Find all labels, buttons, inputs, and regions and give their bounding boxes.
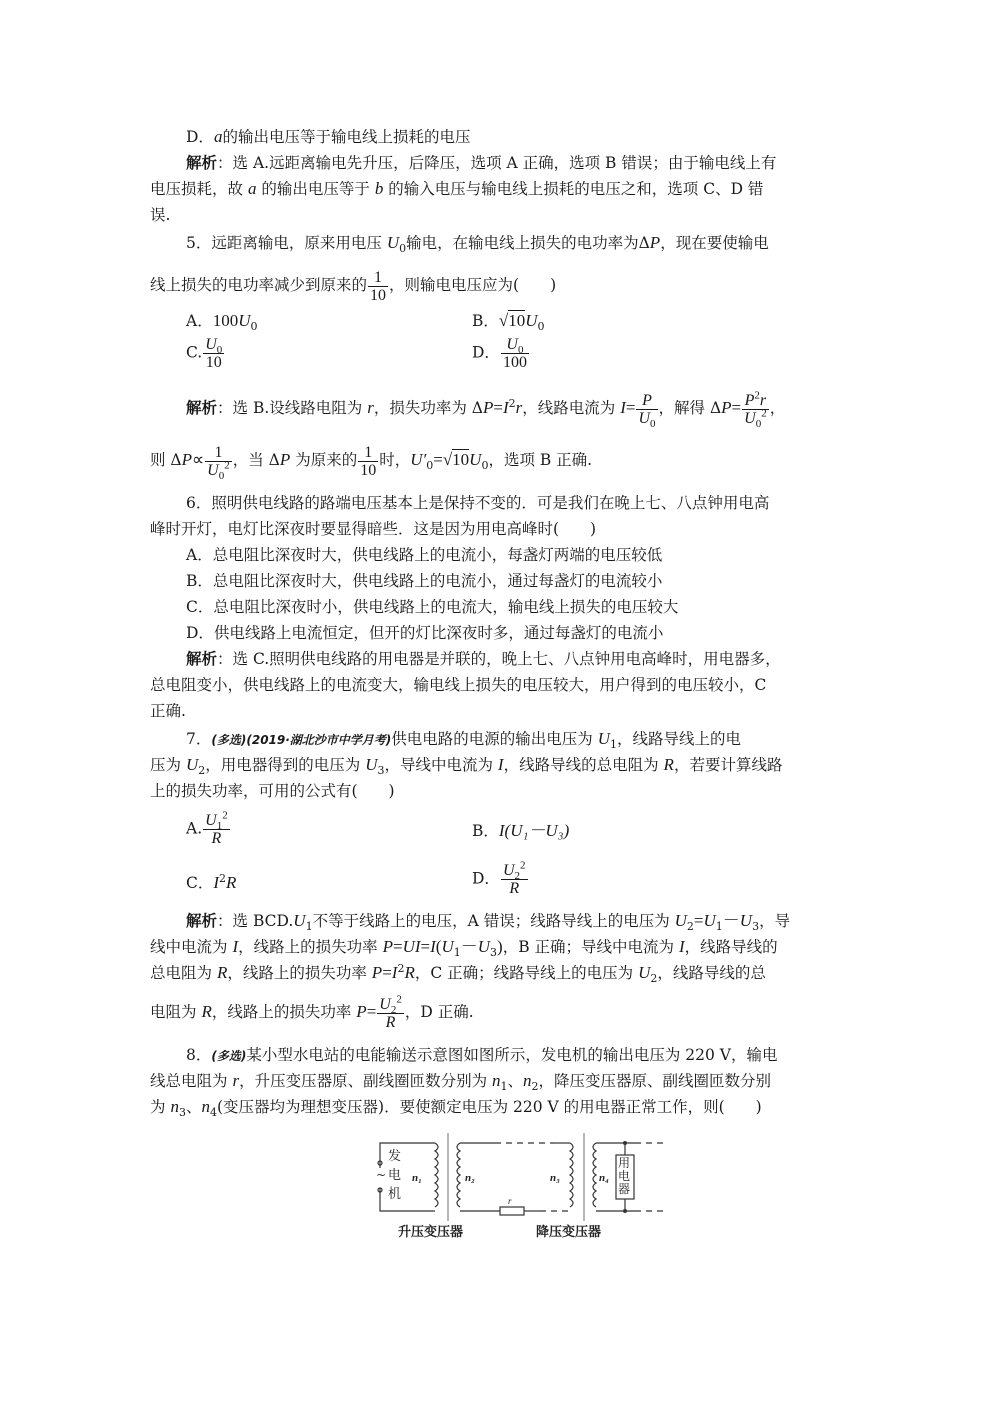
radicand: 10 xyxy=(452,450,470,469)
text: ：选 BCD. xyxy=(217,912,294,930)
fraction xyxy=(501,859,528,897)
text: ，现在要使输电 xyxy=(660,234,769,252)
text: 总电阻变小，供电线路上的电流变大，输电线上损失的电压较大，用户得到的电压较小，C xyxy=(150,676,767,694)
q7-stem-line-3 xyxy=(150,780,850,802)
resistor-r xyxy=(500,1207,524,1215)
text: ，导线中电流为 xyxy=(384,756,493,774)
text: 线中电流为 xyxy=(150,938,228,956)
q6-stem-line-1 xyxy=(186,492,886,514)
q6-analysis-line-3 xyxy=(150,700,850,722)
proportional-symbol: ∝ xyxy=(192,450,205,469)
q6-analysis-line-2 xyxy=(150,674,850,696)
option-label: B． xyxy=(472,312,499,330)
q6-option-d xyxy=(186,622,886,644)
numerator: $U_2^2$ xyxy=(379,993,402,1016)
numerator: 1 xyxy=(368,269,388,287)
q7-analysis-line-2: 线中电流为 I，线路上的损失功率 $P=UI=I(U_1-U_3)$，B 正确；导线中电流为 I，线路导线的 xyxy=(150,937,778,960)
text: 则 Δ xyxy=(150,451,182,469)
denominator: R xyxy=(509,880,520,897)
option-label: B． xyxy=(472,822,499,840)
var-r: R xyxy=(663,755,674,774)
subscript: 0 xyxy=(218,469,225,482)
var-i: I xyxy=(213,873,220,892)
q7-analysis-line-3: 总电阻为 R，线路上的损失功率 $P=I^2R$，C 正确；线路导线上的电压为 $U_2$，线路导线的总 xyxy=(150,961,766,986)
var-u: U xyxy=(597,729,611,748)
label-n1: n₁ xyxy=(412,1172,422,1184)
denominator xyxy=(636,409,657,430)
analysis-label: 解析 xyxy=(186,912,218,930)
analysis-label: 解析 xyxy=(186,399,218,417)
option-label: D． xyxy=(472,869,500,888)
var-i: I xyxy=(497,755,504,774)
text: ，D 正确. xyxy=(404,1003,474,1021)
q6-option-b xyxy=(186,570,886,592)
text: ，损失功率为 Δ xyxy=(373,399,483,417)
text: 峰时开灯，电灯比深夜时要显得暗些．这是因为用电高峰时( ) xyxy=(150,520,597,538)
q5-option-d xyxy=(472,336,530,371)
text: 压为 xyxy=(150,756,182,774)
q7-option-b xyxy=(472,820,569,842)
superscript: 2 xyxy=(520,859,526,872)
var-a: a xyxy=(247,179,257,198)
coil-n1 xyxy=(435,1143,438,1207)
var-r: r xyxy=(515,398,523,417)
text: ，线路导线上的电 xyxy=(617,730,742,748)
equals: = xyxy=(625,398,636,417)
radicand: 10 xyxy=(508,311,526,330)
q5-analysis-line-2 xyxy=(150,440,850,480)
numerator: 1 xyxy=(205,444,232,462)
q4-analysis-line-3 xyxy=(150,204,850,226)
coil-n4 xyxy=(593,1143,596,1207)
q6-analysis-line-1 xyxy=(186,648,886,670)
denominator: 100 xyxy=(502,354,527,371)
option-label: D． xyxy=(186,128,214,146)
numerator xyxy=(203,336,224,357)
generator-label-wrap xyxy=(388,1147,406,1211)
q6-option-a xyxy=(186,544,886,566)
text: ，选项 B 正确. xyxy=(488,451,593,469)
q8-stem-line-3: 为 $n_3$、$n_4$(变压器均为理想变压器)．要使额定电压为 220 V 的用电器正常工作，则( ) xyxy=(150,1097,762,1120)
equals: = xyxy=(731,398,742,417)
var-i: I xyxy=(502,398,509,417)
q4-analysis-line-2 xyxy=(150,178,850,200)
numerator xyxy=(501,336,529,357)
q5-option-c xyxy=(186,336,225,371)
text: ，线路导线的 xyxy=(684,938,778,956)
equals: = xyxy=(493,398,503,417)
text: 的输入电压与输电线上损耗的电压之和，选项 C、D 错 xyxy=(388,180,764,198)
text: ，用电器得到的电压为 xyxy=(205,756,361,774)
var-p: P xyxy=(482,398,494,417)
q6-option-c xyxy=(186,596,886,618)
load-label-wrap xyxy=(618,1157,634,1199)
fraction xyxy=(377,993,404,1031)
superscript: 2 xyxy=(754,389,760,402)
generator-label: 发电机 xyxy=(388,1149,402,1202)
subscript: 0 xyxy=(426,459,434,473)
text: 为原来的 xyxy=(295,451,358,469)
var-u: U xyxy=(293,911,306,930)
q4-option-d xyxy=(186,126,886,148)
text: ，线路上的损失功率 xyxy=(211,1003,352,1021)
var-u: U xyxy=(185,755,199,774)
question-number: 8． xyxy=(186,1046,212,1064)
text: 上的损失功率，可用的公式有( ) xyxy=(150,782,395,800)
q5-option-b xyxy=(472,310,545,332)
text: 输电，在输电线上损失的电功率为Δ xyxy=(406,234,650,252)
var-u-prime: U′ xyxy=(410,450,427,469)
var-u: U xyxy=(502,862,515,879)
var-p: P xyxy=(642,391,652,409)
label-n4: n₄ xyxy=(599,1172,609,1184)
q8-stem-line-1 xyxy=(186,1044,886,1067)
superscript: 2 xyxy=(219,871,227,885)
text: 误. xyxy=(150,206,171,224)
option-label: D． xyxy=(472,343,500,362)
var-r: r xyxy=(367,398,374,417)
option-label: A. xyxy=(186,819,203,838)
text: (变压器均为理想变压器)．要使额定电压为 220 V 的用电器正常工作，则( ) xyxy=(216,1098,762,1116)
text: 5．远距离输电，原来用电压 xyxy=(186,234,382,252)
coil-n2 xyxy=(457,1143,460,1207)
q7-stem-line-1: 7．(多选)(2019·湖北沙市中学月考)供电电路的电源的输出电压为 $U_1$，线路导线上的电 xyxy=(186,729,742,752)
var-u: U xyxy=(207,461,219,479)
text: ，线路上的损失功率 xyxy=(227,964,367,982)
sqrt-symbol: √10 xyxy=(498,311,526,330)
option-label: A． xyxy=(186,312,213,330)
sqrt-symbol: √10 xyxy=(442,450,470,469)
denominator: R xyxy=(211,830,222,847)
formula: I(U₁－U₃) xyxy=(498,821,570,840)
superscript: 2 xyxy=(222,809,228,822)
subscript: 0 xyxy=(481,459,489,473)
q4-analysis-line-1 xyxy=(186,152,886,174)
text: 正确. xyxy=(150,702,186,720)
option-value: 100 xyxy=(212,311,239,330)
superscript: 2 xyxy=(508,396,516,410)
q7-analysis-line-1: 解析：选 $BCD.U_1$不等于线路上的电压，A 错误；线路导线上的电压为 $U_2=U_1-U_3$，导 xyxy=(186,911,791,934)
coil-n3 xyxy=(570,1143,573,1207)
q7-analysis-line-4: 电阻为 R，线路上的损失功率 P= $\frac{U_2^2}{R}$ ，D 正确. xyxy=(150,993,474,1031)
question-number: 7． xyxy=(186,730,212,748)
text: 6．照明供电线路的路端电压基本上是保持不变的．可是我们在晚上七、八点钟用电高 xyxy=(186,494,770,512)
option-text: D．供电线路上电流恒定，但开的灯比深夜时多，通过每盏灯的电流小 xyxy=(186,624,664,642)
fraction xyxy=(501,336,529,371)
q7-option-c xyxy=(186,872,236,894)
text: 、 xyxy=(185,1098,202,1116)
text: 不等于线路上的电压，A 错误；线路导线上的电压为 xyxy=(312,912,670,930)
fraction xyxy=(203,809,230,847)
multi-select-tag: (多选) xyxy=(211,733,247,747)
q5-analysis-line-1: 解析：选 B.设线路电阻为 r，损失功率为 $\Delta P=I^2r$，线路电流为 I= $\frac{P}{U_0}$ ，解得 ΔP= $\frac{P^2r}{U_0^2}$ ， xyxy=(186,389,786,430)
q7-stem-line-2: 压为 $U_2$，用电器得到的电压为 $U_3$，导线中电流为 I，线路导线的总电阻为 R，若要计算线路 xyxy=(150,755,783,778)
numerator: 1 xyxy=(358,444,378,462)
text: ，解得 Δ xyxy=(658,399,722,417)
fraction xyxy=(203,336,224,371)
var-r: r xyxy=(759,391,767,409)
text: 时， xyxy=(379,451,411,469)
text: ：选 B.设线路电阻为 xyxy=(217,399,363,417)
text: 电压损耗，故 xyxy=(150,180,244,198)
q7-option-d xyxy=(472,859,529,897)
var-u: U xyxy=(205,336,217,353)
text: ，降压变压器原、副线圈匝数分别 xyxy=(538,1072,772,1090)
text: ，线路导线的总电阻为 xyxy=(503,756,659,774)
text: ，若要计算线路 xyxy=(673,756,783,774)
q5-option-a xyxy=(186,310,257,332)
var-u: U xyxy=(365,755,378,774)
q5-stem-line-1 xyxy=(186,232,886,254)
var-r: R xyxy=(226,873,237,892)
label-n3: n₃ xyxy=(550,1172,560,1184)
subscript: 0 xyxy=(755,417,762,430)
denominator: R xyxy=(385,1013,396,1031)
option-text: 的输出电压等于输电线上损耗的电压 xyxy=(222,128,471,146)
option-label: C． xyxy=(186,874,214,892)
denominator: 10 xyxy=(370,286,387,304)
var-b: b xyxy=(374,179,384,198)
power-transmission-diagram xyxy=(370,1133,670,1243)
text: 电阻为 xyxy=(150,1003,197,1021)
var-i: I xyxy=(678,937,685,956)
q6-stem-line-2 xyxy=(150,518,850,540)
text: 线上损失的电功率减少到原来的 xyxy=(150,276,368,294)
var-u: U xyxy=(205,812,217,829)
text: 某小型水电站的电能输送示意图如图所示，发电机的输出电压为 220 V，输电 xyxy=(246,1046,778,1064)
var-r: r xyxy=(232,1071,240,1090)
subscript: 0 xyxy=(250,320,258,334)
var-u: U xyxy=(744,409,756,427)
text: ：选 C.照明供电线路的用电器是并联的，晚上七、八点钟用电高峰时，用电器多， xyxy=(217,650,781,668)
option-text: A．总电阻比深夜时大，供电线路上的电流小，每盏灯两端的电压较低 xyxy=(186,546,663,564)
text: ，C 正确；线路导线上的电压为 xyxy=(414,964,634,982)
var-u: U xyxy=(238,311,251,330)
var-a: a xyxy=(213,127,223,146)
option-text: B．总电阻比深夜时大，供电线路上的电流小，通过每盏灯的电流较小 xyxy=(186,572,663,590)
var-u: U xyxy=(469,450,482,469)
junction xyxy=(623,1141,627,1145)
junction xyxy=(623,1209,627,1213)
var-u: U xyxy=(386,233,400,252)
fraction xyxy=(742,389,769,430)
ac-symbol: ~ xyxy=(376,1168,387,1182)
var-i: I xyxy=(620,398,626,417)
text: 供电电路的电源的输出电压为 xyxy=(391,730,593,748)
text: ，升压变压器原、副线圈匝数分别为 xyxy=(239,1072,488,1090)
subscript: 0 xyxy=(216,344,223,357)
q8-stem-line-2: 线总电阻为 r，升压变压器原、副线圈匝数分别为 $n_1$、$n_2$，降压变压器原、副线圈匝数分别 xyxy=(150,1071,772,1094)
var-u: U xyxy=(638,409,651,427)
text: ：选 A.远距离输电先升压，后降压，选项 A 正确，选项 B 错误；由于输电线上有 xyxy=(217,154,777,172)
fraction xyxy=(636,391,657,430)
superscript: 2 xyxy=(761,407,767,420)
numerator: $U_1^2$ xyxy=(205,809,228,833)
label-r: r xyxy=(508,1196,512,1206)
text: 、 xyxy=(507,1072,524,1090)
denominator xyxy=(205,459,232,482)
var-p: P xyxy=(181,450,193,469)
analysis-label: 解析 xyxy=(186,154,218,172)
text: ，线路导线的总 xyxy=(657,964,766,982)
option-label: C. xyxy=(186,343,203,362)
step-down-label: 降压变压器 xyxy=(536,1225,602,1240)
analysis-label: 解析 xyxy=(186,650,218,668)
equals: = xyxy=(433,450,443,469)
var-i: I xyxy=(232,937,239,956)
subscript: 0 xyxy=(537,320,545,334)
text: ，B 正确；导线中电流为 xyxy=(502,938,675,956)
var-p: P xyxy=(721,398,732,417)
step-up-label: 升压变压器 xyxy=(398,1225,464,1240)
fraction-one-tenth xyxy=(358,444,378,479)
var-p: P xyxy=(279,450,291,469)
denominator: 10 xyxy=(205,354,222,371)
load-label: 用电器 xyxy=(618,1157,631,1196)
formula: P xyxy=(382,937,393,956)
text: ，线路上的损失功率 xyxy=(238,938,378,956)
superscript: 2 xyxy=(224,459,230,472)
q5-stem-line-2 xyxy=(150,266,850,304)
fraction xyxy=(205,443,232,482)
var-u: U xyxy=(506,336,518,353)
q7-option-a xyxy=(186,809,231,847)
text: 线总电阻为 xyxy=(150,1072,228,1090)
subscript: 0 xyxy=(399,242,407,256)
text: 的输出电压等于 xyxy=(261,180,370,198)
subscript: 0 xyxy=(650,417,656,430)
source-tag: (2019·湖北沙市中学月考) xyxy=(246,733,392,747)
var-u: U xyxy=(525,311,538,330)
var-p: P xyxy=(649,233,661,252)
subscript: 0 xyxy=(517,344,524,357)
text: ，当 Δ xyxy=(232,451,280,469)
numerator: $U_2^2$ xyxy=(502,859,526,883)
denominator xyxy=(742,407,769,430)
text: ，线路电流为 xyxy=(522,399,616,417)
fraction-one-tenth xyxy=(368,269,388,304)
numerator xyxy=(636,392,657,410)
text: 总电阻为 xyxy=(150,964,213,982)
label-n2: n₂ xyxy=(465,1172,475,1184)
text: ，则输电电压应为( ) xyxy=(389,276,557,294)
var-p: P xyxy=(744,391,755,409)
option-text: C．总电阻比深夜时小，供电线路上的电流大，输电线上损失的电压较大 xyxy=(186,598,679,616)
multi-select-tag: (多选) xyxy=(211,1049,247,1063)
text: ，导 xyxy=(759,912,791,930)
denominator: 10 xyxy=(360,461,377,479)
text: 为 xyxy=(150,1098,166,1116)
